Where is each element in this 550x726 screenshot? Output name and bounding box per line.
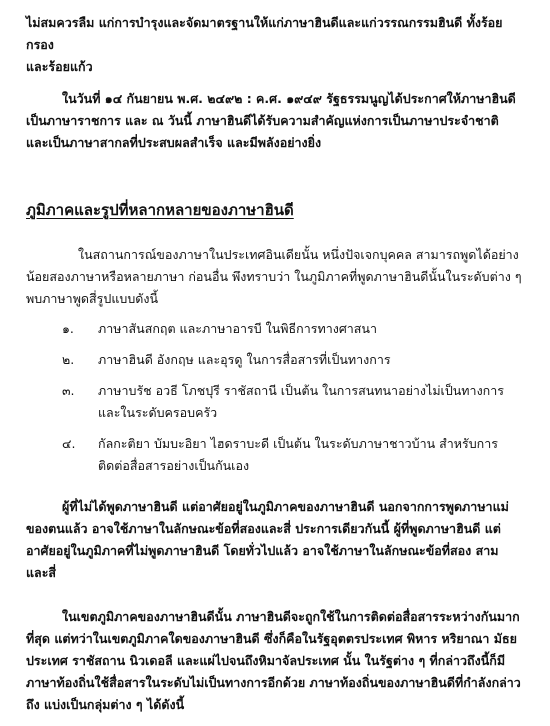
section-paragraph-2: ผู้ที่ไม่ได้พูดภาษาฮินดี แต่อาศัยอยู่ในภูมิภาคของภาษาฮินดี นอกจากการพูดภาษาแม่ของตนแล้ว อาจใช้ภาษาในลักษณะข้อที่สองและสี่ ประการเดียวกันนี้ ผู้ที่พูดภาษาฮินดี แต่อาศัยอยู่ในภูมิภาคที่ไม่พูดภาษาฮินดี โดยทั่วไปแล้ว อาจใช้ภาษาในลักษณะข้อที่สอง สาม และสี่: [26, 499, 509, 580]
constitution-text: ในวันที่ ๑๔ กันยายน พ.ศ. ๒๔๙๒ : ค.ศ. ๑๙๔๙ รัฐธรรมนูญได้ประกาศให้ภาษาฮินดีเป็นภาษาราชการ และ ณ วันนี้ ภาษาฮินดีได้รับความสำคัญแห่งการเป็นภาษาประจำชาติ และเป็นภาษาสากลที่ประสบผลสำเร็จ และมีพลังอย่างยิ่ง: [26, 91, 516, 150]
list-item-number: ๔.: [62, 436, 76, 451]
list-item-number: ๑.: [62, 321, 74, 336]
spacer: [26, 78, 524, 88]
list-item: [62, 318, 524, 340]
section-heading: ภูมิภาคและรูปที่หลากหลายของภาษาฮินดี: [26, 201, 294, 219]
list-item-text: ภาษาฮินดี อังกฤษ และอุรดู ในการสื่อสารที่เป็นทางการ: [98, 352, 391, 367]
list-item-text: ภาษาสันสกฤต และภาษาอารบี ในพิธีการทางศาสนา: [98, 321, 377, 336]
constitution-paragraph: [26, 88, 524, 154]
list-item-text: ภาษาบรัช อวธี โภชปุรี ราชัสถานี เป็นต้น ในการสนทนาอย่างไม่เป็นทางการ และในระดับครอบครัว: [98, 383, 504, 420]
section-paragraph-3: ในเขตภูมิภาคของภาษาฮินดีนั้น ภาษาฮินดีจะถูกใช้ในการติดต่อสื่อสารระหว่างกันมากที่สุด แต่ทว่าในเขตภูมิภาคใดของภาษาฮินดี ซึ่งก็คือในรัฐอุตตรประเทศ พิหาร หริยาณา มัธยประเทศ ราชัสถาน นิวเดอลี และแผ่ไปจนถึงหิมาจัลประเทศ นั้น ในรัฐต่าง ๆ ที่กล่าวถึงนี้ก็มีภาษาท้องถิ่นใช้สื่อสารในระดับไม่เป็นทางการอีกด้วย ภาษาท้องถิ่นของภาษาฮินดีที่กำลังกล่าวถึง แบ่งเป็นกลุ่มต่าง ๆ ได้ดังนี้: [26, 609, 521, 712]
spacer: [26, 486, 524, 496]
list-item: [62, 380, 524, 424]
intro-line-2: และร้อยแก้ว: [26, 59, 93, 74]
list-item-number: ๒.: [62, 352, 75, 367]
list-item: [62, 433, 524, 477]
list-item-number: ๓.: [62, 383, 75, 398]
spacer: [26, 154, 524, 198]
language-forms-list: [26, 318, 524, 477]
spacer: [26, 584, 524, 606]
section-paragraph-1: ในสถานการณ์ของภาษาในประเทศอินเดียนั้น หนึ่งปัจเจกบุคคล สามารถพูดได้อย่างน้อยสองภาษาหรือหลายภาษา ก่อนอื่น พึงทราบว่า ในภูมิภาคที่พูดภาษาฮินดีนั้นในระดับต่าง ๆ พบภาษาพูดสี่รูปแบบดังนี้: [26, 247, 522, 306]
list-item: [62, 349, 524, 371]
spacer: [26, 222, 524, 244]
intro-line-1: ไม่สมควรลืม แก่การบำรุงและจัดมาตรฐานให้แก่ภาษาฮินดีและแก่วรรณกรรมฮินดี ทั้งร้อยกรอง: [26, 15, 503, 52]
list-item-text: กัลกะติยา บัมบะอิยา ไฮดราบะดี เป็นต้น ในระดับภาษาชาวบ้าน สำหรับการติดต่อสื่อสารอย่างเป็นกันเอง: [98, 436, 498, 473]
